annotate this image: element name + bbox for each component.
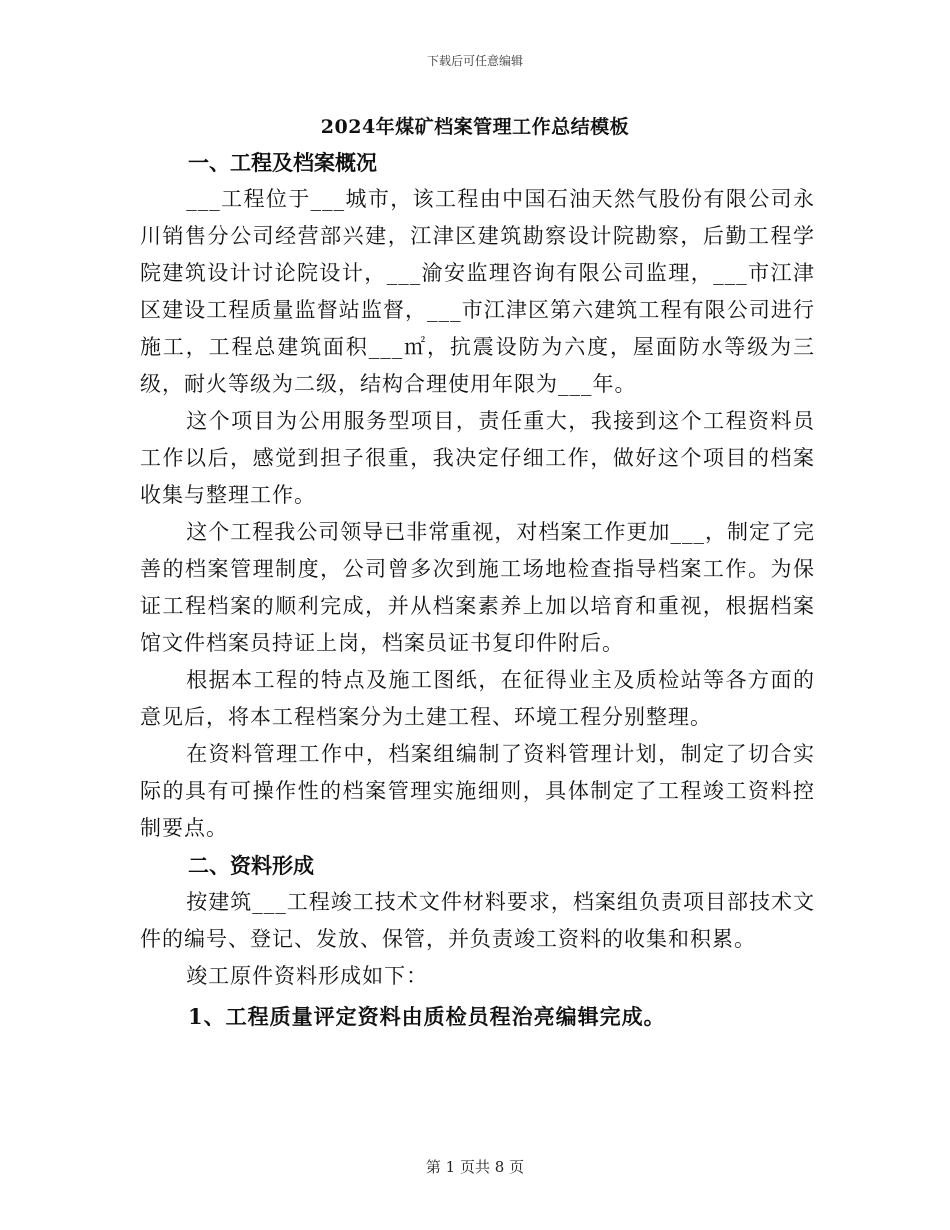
paragraph-formation-intro: 竣工原件资料形成如下： <box>186 964 429 988</box>
paragraph-management-plan: 在资料管理工作中，档案组编制了资料管理计划，制定了切合实际的具有可操作性的档案管理实施细则，具体制定了工程竣工资料控制要点。 <box>140 742 815 840</box>
list-item-quality-assessment: 1、工程质量评定资料由质检员程治亮编辑完成。 <box>188 1004 666 1029</box>
section-heading-formation: 二、资料形成 <box>188 853 314 878</box>
document-body <box>140 144 815 1039</box>
document-title: 2024年煤矿档案管理工作总结模板 <box>320 116 630 138</box>
paragraph-management-system: 这个工程我公司领导已非常重视，对档案工作更加___，制定了完善的档案管理制度，公司曾多次到施工场地检查指导档案工作。为保证工程档案的顺利完成，并从档案素养上加以培育和重视，根据档案馆文件档案员持证上岗，档案员证书复印件附后。 <box>140 520 815 655</box>
paragraph-project-importance: 这个项目为公用服务型项目，责任重大，我接到这个工程资料员工作以后，感觉到担子很重，我决定仔细工作，做好这个项目的档案收集与整理工作。 <box>140 409 815 507</box>
paragraph-technical-requirements: 按建筑___工程竣工技术文件材料要求，档案组负责项目部技术文件的编号、登记、发放、保管，并负责竣工资料的收集和积累。 <box>140 890 815 951</box>
paragraph-project-location: ___工程位于___城市，该工程由中国石油天然气股份有限公司永川销售分公司经营部兴建，江津区建筑勘察设计院勘察，后勤工程学院建筑设计讨论院设计，___渝安监理咨询有限公司监理，___市江津区建设工程质量监督站监督，___市江津区第六建筑工程有限公司进行施工，工程总建筑面积___㎡，抗震设防为六度，屋面防水等级为三级，耐火等级为二级，结构合理使用年限为___年。 <box>140 187 815 396</box>
page-number: 第 1 页共 8 页 <box>425 1158 525 1176</box>
paragraph-archive-division: 根据本工程的特点及施工图纸，在征得业主及质检站等各方面的意见后，将本工程档案分为土建工程、环境工程分别整理。 <box>140 668 815 729</box>
section-heading-overview: 一、工程及档案概况 <box>188 150 377 175</box>
page-header-note: 下载后可任意编辑 <box>426 54 523 68</box>
